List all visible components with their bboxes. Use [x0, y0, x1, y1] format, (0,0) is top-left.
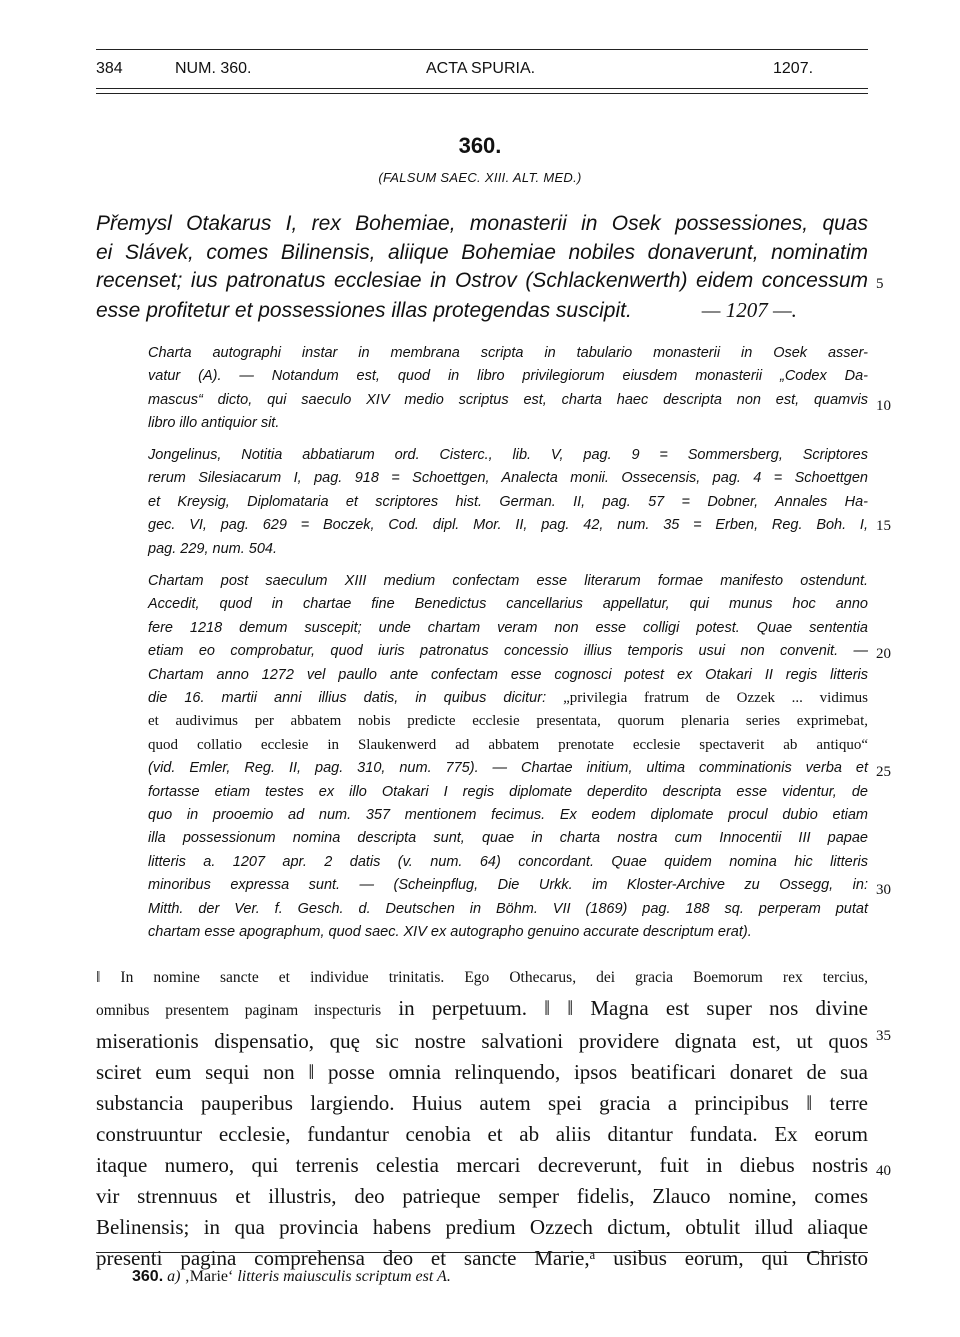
quotation-line: quod collatio ecclesie in Slaukenwerd ad abbatem prenotate ecclesie spectaverit ab antiquo“	[148, 736, 868, 753]
line-number: 40	[876, 1163, 891, 1179]
line-number: 25	[876, 764, 891, 780]
line-number: 20	[876, 646, 891, 662]
charter-text	[96, 962, 868, 1274]
note-line: Accedit, quod in chartae fine Benedictus cancellarius appellatur, qui munus hoc anno	[148, 596, 868, 613]
header-year: 1207.	[773, 60, 814, 77]
note-line: illa possessionum nomina descripta sunt, quae in charta nostra cum Innocentii III papae	[148, 830, 868, 847]
line-number: 15	[876, 518, 891, 534]
note-italic-part: die 16. martii anni illius datis, in quibus dicitur:	[148, 690, 547, 707]
note-line: etiam eo comprobatur, quod iuris patronatus concessio illius temporis usui non convenit. —	[148, 643, 868, 660]
footnote-text: litteris maiusculis scriptum est A.	[237, 1268, 451, 1285]
line-number: 30	[876, 882, 891, 898]
note-line: (vid. Emler, Reg. II, pag. 310, num. 775). — Chartae initium, ultima comminationis verba et	[148, 760, 868, 777]
regest-line: esse profitetur et possessiones illas protegendas suscipit.	[96, 298, 632, 322]
charter-line: itaque numero, qui terrenis celestia mercari decreverunt, fuit in diebus nostris	[96, 1153, 868, 1177]
note-line: chartam esse apographum, quod saec. XIV ex autographo genuino accurate descriptum erat).	[148, 924, 752, 941]
charter-line: vir strennuus et illustris, deo patrieque semper fidelis, Zlauco nomine, comes	[96, 1184, 868, 1208]
note-line: fortasse etiam testes ex illo Otakari I regis diplomate deperdito descripta esse videntur, de	[148, 783, 868, 800]
line-number: 10	[876, 398, 891, 414]
note-line: Mitth. der Ver. f. Gesch. d. Deutschen in Böhm. VII (1869) pag. 188 sq. perperam putat	[148, 900, 868, 917]
notes-tradition	[148, 342, 868, 436]
footnote	[132, 1268, 451, 1286]
charter-line-small: ‖ In nomine sancte et individue trinitatis. Ego Othecarus, dei gracia Boemorum rex tercius,	[96, 969, 868, 986]
note-line: litteris a. 1207 apr. 2 datis (v. num. 64) concordant. Quae quidem nomina hic litteris	[148, 853, 868, 870]
quotation-line: et audivimus per abbatem nobis predicte ecclesie presentata, quorum plenaria series exprimebat,	[148, 713, 868, 730]
line-number: 35	[876, 1028, 891, 1044]
regest	[96, 210, 868, 325]
note-line: vatur (A). — Notandum est, quod in libro privilegiorum eiusdem monasterii „Codex Da-	[148, 368, 868, 385]
section-title: ACTA SPURIA.	[426, 60, 536, 77]
note-line: pag. 229, num. 504.	[148, 540, 277, 557]
document-number: 360.	[458, 133, 502, 158]
charter-line: miserationis dispensatio, quę sic nostre salvationi providere dignata est, ut quos	[96, 1029, 868, 1053]
note-line: Chartam anno 1272 vel paullo ante confectam esse cognosci potest ex Otakari II regis litteris	[148, 666, 868, 683]
note-line: quo in prooemio ad num. 357 mentionem fecimus. Ex eodem diplomate procul dubio etiam	[148, 807, 868, 824]
notes-commentary	[148, 570, 868, 945]
page-number: 384	[96, 60, 123, 77]
notes-editions	[148, 444, 868, 561]
regest-line: recenset; ius patronatus ecclesiae in Ostrov (Schlackenwerth) eidem concessum	[96, 269, 868, 292]
charter-line: Belinensis; in qua provincia habens predium Ozzech dictum, obtulit illud aliaque	[96, 1215, 868, 1239]
charter-small-part: omnibus presentem paginam inspecturis	[96, 1002, 382, 1019]
line-number: 5	[876, 276, 884, 292]
note-line: et Kreysig, Diplomataria et scriptores hist. German. II, pag. 57 = Dobner, Annales Ha-	[148, 493, 868, 510]
regest-date: — 1207 —.	[701, 297, 797, 322]
charter-line: sciret eum sequi non ‖ posse omnia relinquendo, ipsos beatificari donaret de sua	[96, 1060, 868, 1084]
header-rule-top	[96, 49, 868, 50]
dating-note: (FALSUM SAEC. XIII. ALT. MED.)	[378, 170, 582, 185]
note-line: rerum Silesiacarum I, pag. 918 = Schoettgen, Analecta monii. Ossecensis, pag. 4 = Schoettgen	[148, 470, 868, 487]
running-header	[96, 60, 868, 86]
charter-line: construuntur ecclesie, fundantur cenobia et ab aliis ditantur fundata. Ex eorum	[96, 1122, 868, 1146]
regest-line: Přemysl Otakarus I, rex Bohemiae, monasterii in Osek possessiones, quas	[96, 212, 868, 235]
quotation: „privilegia fratrum de Ozzek ... vidimus	[563, 690, 869, 707]
note-line: fere 1218 demum suscepit; unde chartam veram non esse colligi potest. Quae sententia	[148, 619, 868, 636]
note-line: Chartam post saeculum XIII medium confectam esse literarum formae manifesto ostendunt.	[148, 573, 868, 589]
note-line: Jongelinus, Notitia abbatiarum ord. Cisterc., lib. V, pag. 9 = Sommersberg, Scriptores	[148, 447, 868, 463]
header-rule-bottom	[96, 88, 868, 94]
charter-line: substancia pauperibus largiendo. Huius autem spei gracia a principibus ‖ terre	[96, 1091, 868, 1115]
charter-line-mixed	[96, 993, 868, 1026]
footnote-rule	[96, 1252, 868, 1253]
footnote-quote: ‚Marie‘	[184, 1268, 234, 1285]
regest-line-last	[96, 296, 868, 326]
regest-line: ei Slávek, comes Bilinensis, aliique Bohemiae nobiles donaverunt, nominatim	[96, 240, 868, 264]
footnote-mark: a)	[167, 1268, 181, 1285]
charter-large-part: in perpetuum. ‖ ‖ Magna est super nos divine	[398, 996, 868, 1020]
footnote-document-number: 360.	[132, 1268, 164, 1285]
document-number-header: NUM. 360.	[175, 60, 252, 77]
note-line-mixed	[148, 687, 868, 710]
note-line: minoribus expressa sunt. — (Scheinpflug, Die Urkk. im Kloster-Archive zu Ossegg, in:	[148, 877, 868, 894]
note-line: mascus“ dicto, qui saeculo XIV medio scriptus est, charta haec descripta non est, quamvis	[148, 391, 868, 408]
charter-line: presenti pagina comprehensa deo et sancte Marie,ᵃ usibus eorum, qui Christo	[96, 1246, 868, 1270]
note-line: libro illo antiquior sit.	[148, 415, 280, 432]
note-line: gec. VI, pag. 629 = Boczek, Cod. dipl. Mor. II, pag. 42, num. 35 = Erben, Reg. Boh. I,	[148, 517, 868, 534]
note-line: Charta autographi instar in membrana scripta in tabulario monasterii in Osek asser-	[148, 345, 868, 361]
